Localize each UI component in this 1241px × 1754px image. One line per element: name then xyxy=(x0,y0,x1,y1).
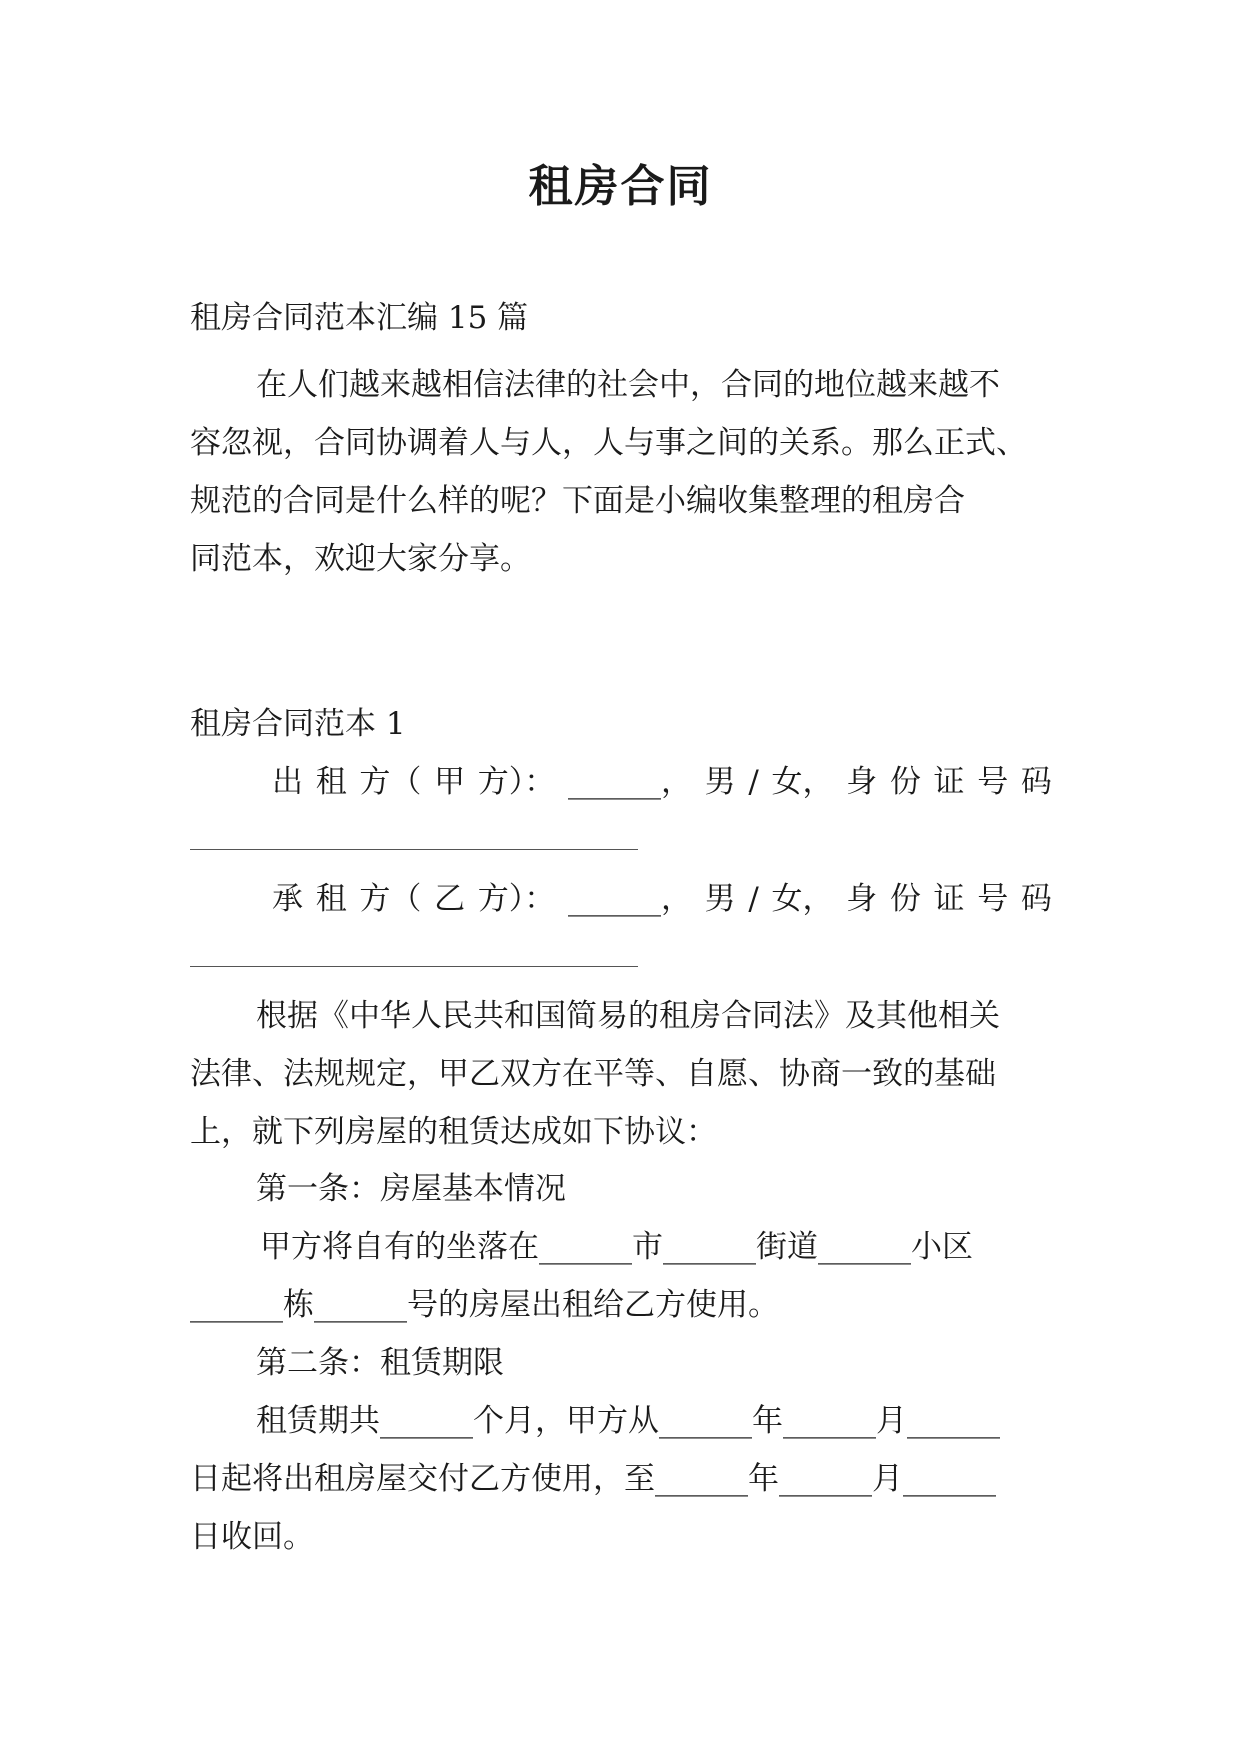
party-b-part: 份 xyxy=(889,881,921,917)
party-b-line xyxy=(272,879,1052,919)
party-b-part: 证 xyxy=(933,881,965,917)
party-b-part: 男 xyxy=(704,881,736,917)
party-a-part: 甲 xyxy=(434,764,466,800)
party-a-part: 号 xyxy=(977,764,1009,800)
document-subtitle: 租房合同范本汇编 15 篇 xyxy=(190,300,529,336)
intro-line-3: 规范的合同是什么样的呢？下面是小编收集整理的租房合 xyxy=(190,483,965,519)
party-a-part: 男 xyxy=(704,764,736,800)
party-b-part: 承 xyxy=(272,881,303,917)
party-a-part: 租 xyxy=(315,764,347,800)
party-b-part: 方（ xyxy=(359,881,422,917)
party-a-part: 出 xyxy=(272,764,303,800)
party-b-part: ______， xyxy=(567,881,692,917)
intro-line-1: 在人们越来越相信法律的社会中，合同的地位越来越不 xyxy=(256,367,1000,403)
basis-line-3: 上，就下列房屋的租赁达成如下协议： xyxy=(190,1114,717,1150)
intro-line-4: 同范本，欢迎大家分享。 xyxy=(190,541,531,577)
article-1-line-2: ______栋______号的房屋出租给乙方使用。 xyxy=(190,1287,779,1323)
party-a-part: 份 xyxy=(889,764,921,800)
party-b-part: 号 xyxy=(977,881,1009,917)
party-a-part: 女， xyxy=(771,764,834,800)
id-number-blank-b xyxy=(190,966,638,967)
party-b-part: 租 xyxy=(315,881,347,917)
party-a-part: 身 xyxy=(846,764,878,800)
party-a-part: ______， xyxy=(567,764,692,800)
party-b-part: 女， xyxy=(771,881,834,917)
article-2-line-2: 日起将出租房屋交付乙方使用，至______年______月______ xyxy=(190,1461,996,1497)
party-a-part: / xyxy=(748,764,759,800)
party-a-part: 证 xyxy=(933,764,965,800)
basis-line-2: 法律、法规规定，甲乙双方在平等、自愿、协商一致的基础 xyxy=(190,1056,996,1092)
article-2-line-3: 日收回。 xyxy=(190,1519,314,1555)
party-b-part: 身 xyxy=(846,881,878,917)
article-1-line-1: 甲方将自有的坐落在______市______街道______小区 xyxy=(260,1229,973,1265)
basis-line-1: 根据《中华人民共和国简易的租房合同法》及其他相关 xyxy=(256,998,1000,1034)
party-a-part: 码 xyxy=(1020,764,1052,800)
intro-line-2: 容忽视，合同协调着人与人，人与事之间的关系。那么正式、 xyxy=(190,425,1027,461)
article-1-title: 第一条：房屋基本情况 xyxy=(256,1171,566,1207)
party-b-part: 方）： xyxy=(477,881,556,917)
party-a-part: 方（ xyxy=(359,764,422,800)
party-a-part: 方）： xyxy=(477,764,556,800)
article-2-line-1: 租赁期共______个月，甲方从______年______月______ xyxy=(256,1403,1000,1439)
document-title: 租房合同 xyxy=(528,161,713,212)
party-b-part: 码 xyxy=(1020,881,1052,917)
section-heading: 租房合同范本 1 xyxy=(190,706,406,742)
id-number-blank-a xyxy=(190,849,638,850)
party-b-part: 乙 xyxy=(434,881,466,917)
party-a-line xyxy=(272,762,1052,802)
article-2-title: 第二条：租赁期限 xyxy=(256,1345,504,1381)
party-b-part: / xyxy=(748,881,759,917)
